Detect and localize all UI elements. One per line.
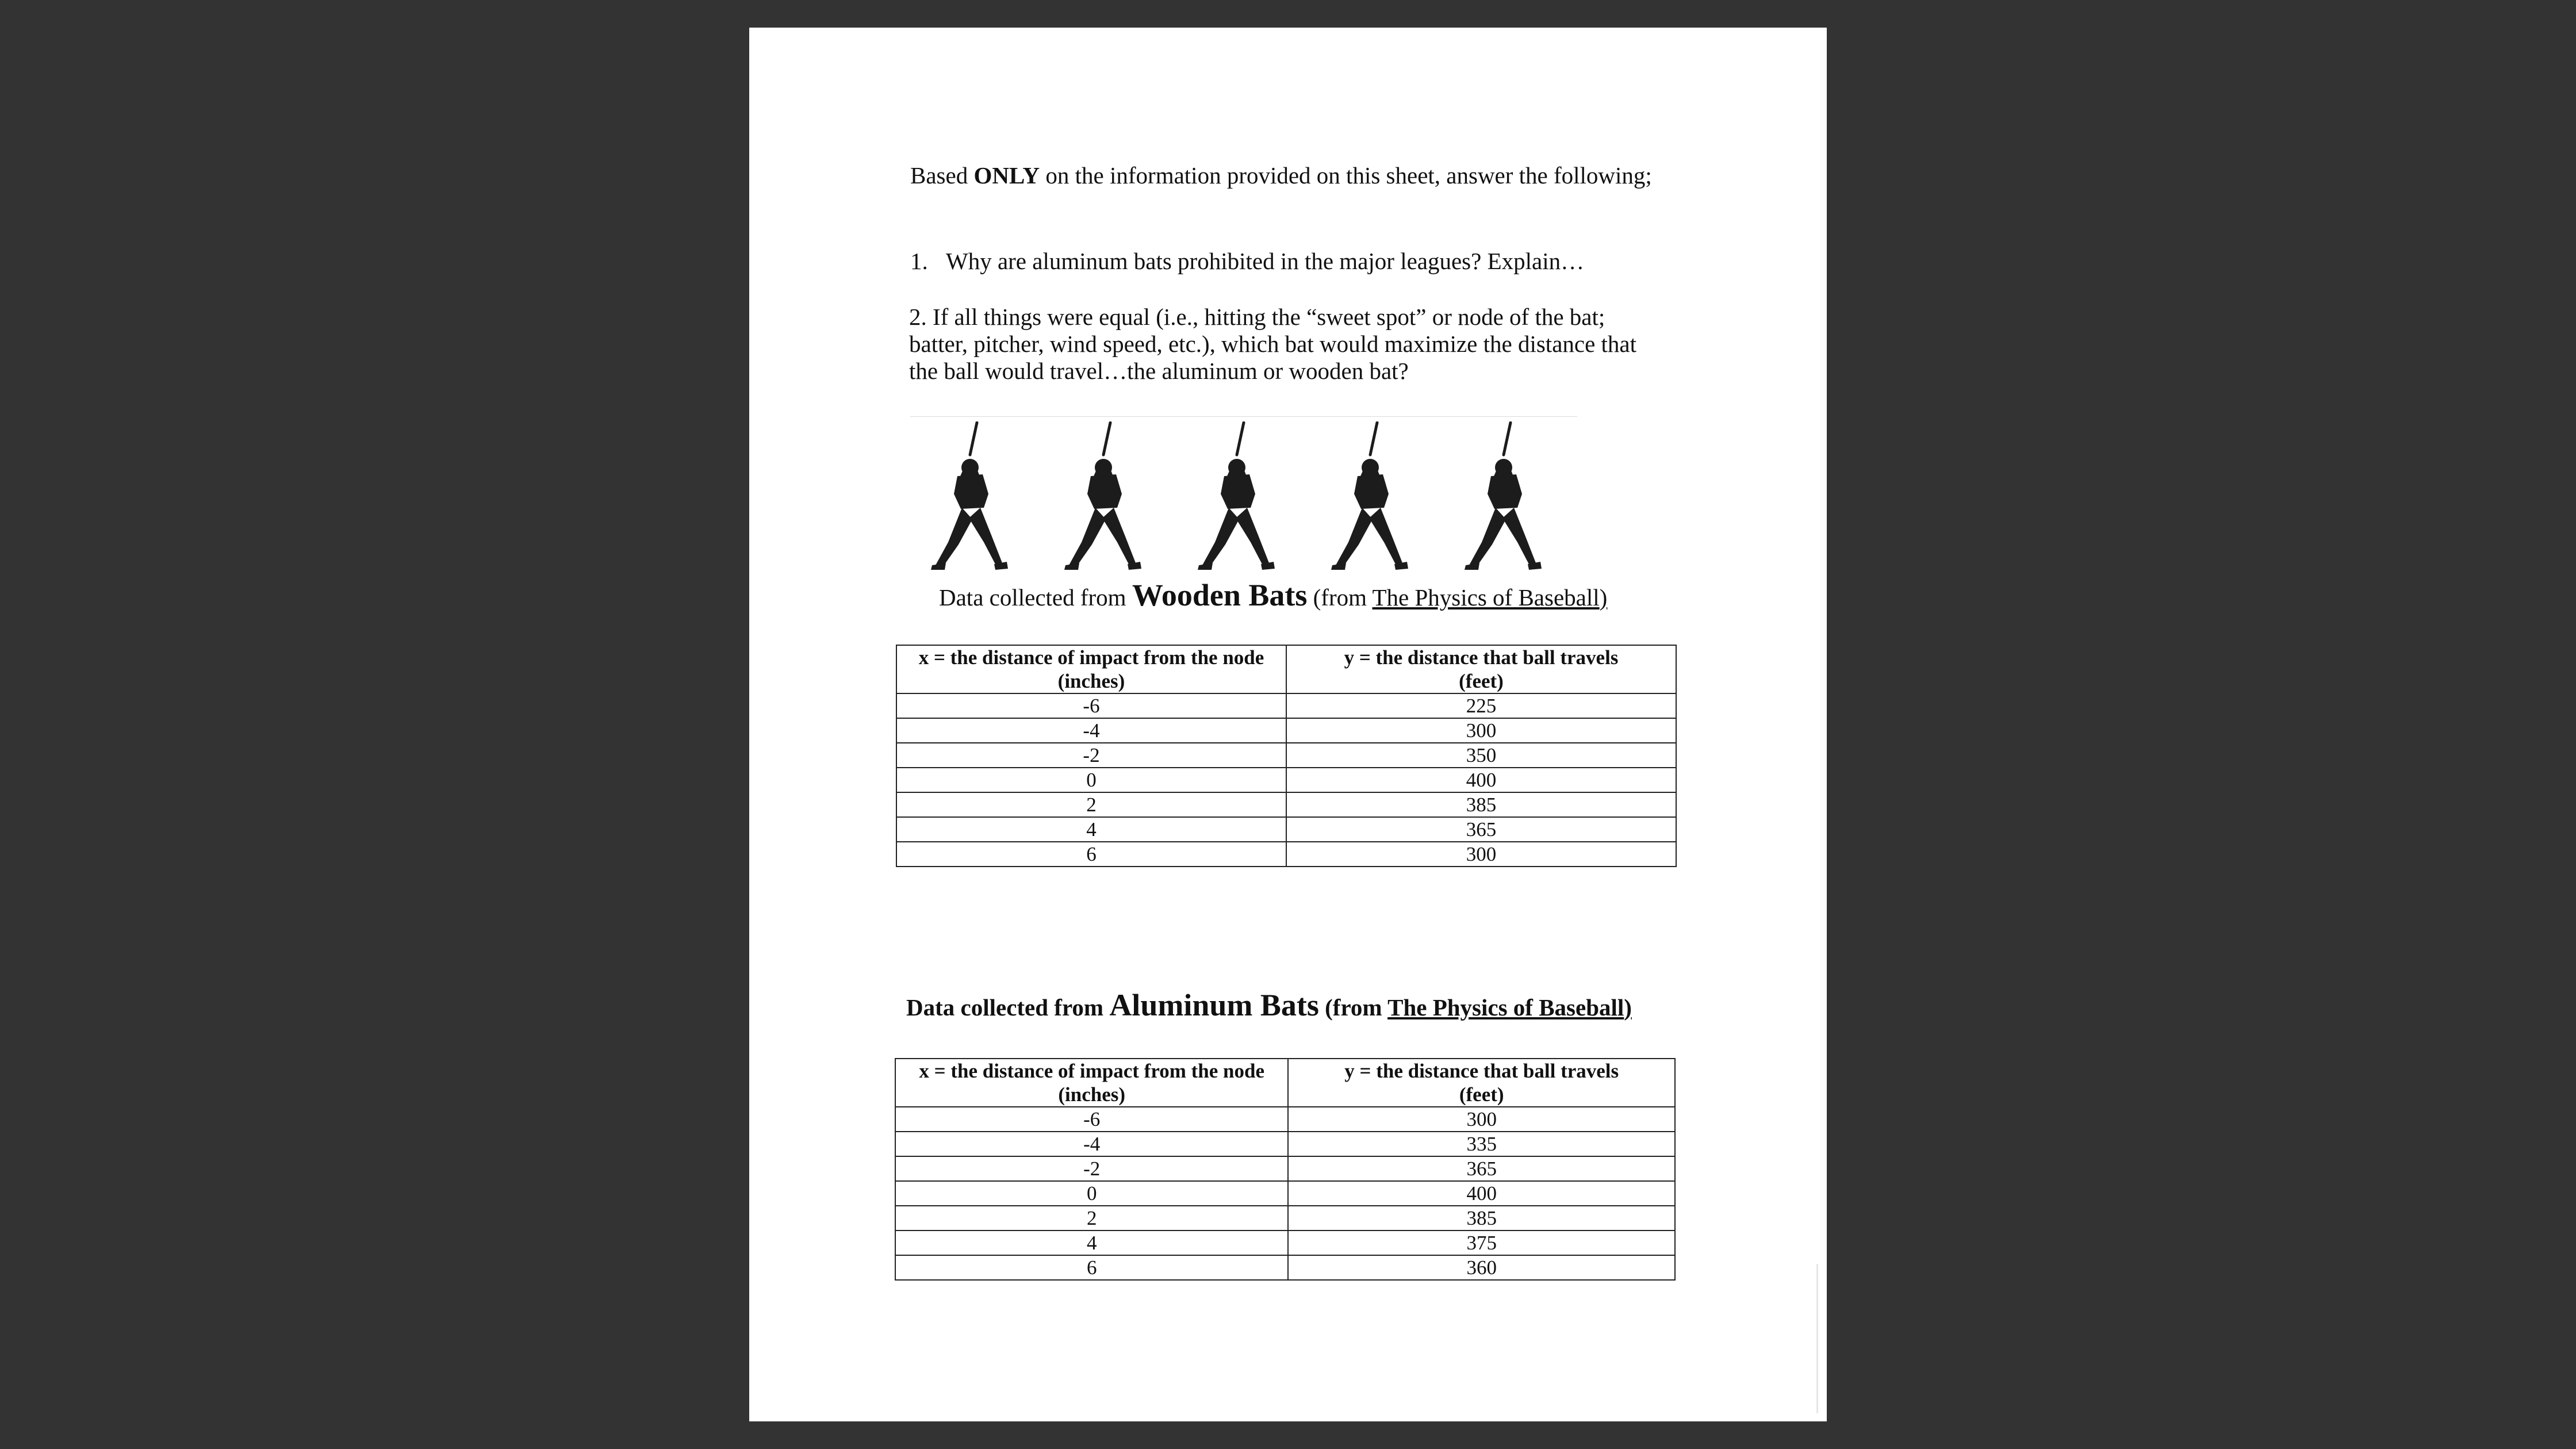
table-row (896, 792, 1676, 817)
x-header-line2: (inches) (1058, 1083, 1126, 1106)
worksheet-page (749, 28, 1827, 1421)
table-row (895, 1230, 1675, 1255)
wooden-bats-caption (939, 578, 1608, 612)
y-header-line2: (feet) (1459, 670, 1504, 692)
x-value-cell: 2 (895, 1206, 1288, 1230)
caption-source: The Physics of Baseball (1372, 584, 1600, 611)
x-value-cell: -2 (895, 1156, 1288, 1181)
question-1-number: 1. (910, 248, 928, 274)
instructions-suffix: on the information provided on this sheet, answer the following; (1040, 162, 1652, 189)
x-header-line2: (inches) (1057, 670, 1125, 692)
divider-line (910, 416, 1577, 417)
aluminum-bats-caption (906, 988, 1632, 1022)
y-value-cell: 400 (1286, 768, 1676, 792)
x-value-cell: 4 (895, 1230, 1288, 1255)
y-header-line1: y = the distance that ball travels (1344, 1060, 1619, 1082)
aluminum-bats-table (895, 1058, 1676, 1281)
y-value-cell: 360 (1288, 1255, 1675, 1280)
caption-close: ) (1624, 994, 1632, 1021)
wooden-bats-table (896, 645, 1677, 867)
y-value-cell: 350 (1286, 743, 1676, 768)
caption-close: ) (1599, 584, 1608, 611)
x-column-header (895, 1059, 1288, 1107)
x-value-cell: 4 (896, 817, 1286, 842)
y-value-cell: 375 (1288, 1230, 1675, 1255)
y-value-cell: 225 (1286, 693, 1676, 718)
table-row (895, 1156, 1675, 1181)
x-value-cell: -6 (895, 1107, 1288, 1132)
instructions-prefix: Based (910, 162, 974, 189)
x-value-cell: 6 (896, 842, 1286, 867)
y-header-line1: y = the distance that ball travels (1344, 646, 1619, 669)
y-value-cell: 365 (1286, 817, 1676, 842)
x-value-cell: 6 (895, 1255, 1288, 1280)
table-row (895, 1255, 1675, 1280)
table-header-row (896, 645, 1676, 693)
baseball-batter-silhouette-icon (1195, 421, 1276, 577)
caption-from: (from (1318, 994, 1388, 1021)
table-row (896, 768, 1676, 792)
y-header-line2: (feet) (1459, 1083, 1504, 1106)
x-header-line1: x = the distance of impact from the node (918, 646, 1264, 669)
table-row (895, 1132, 1675, 1156)
caption-material: Aluminum Bats (1109, 988, 1319, 1022)
question-2: 2. If all things were equal (i.e., hitting the “sweet spot” or node of the bat; batter, pitcher, wind speed, etc.), which bat would maximize the distance that the ball would travel…the aluminum or wooden bat? (909, 304, 1637, 384)
table-row (896, 817, 1676, 842)
y-value-cell: 335 (1288, 1132, 1675, 1156)
table-row (895, 1181, 1675, 1206)
x-value-cell: 2 (896, 792, 1286, 817)
table-row (896, 743, 1676, 768)
x-value-cell: -4 (896, 718, 1286, 743)
x-value-cell: 0 (895, 1181, 1288, 1206)
y-value-cell: 385 (1286, 792, 1676, 817)
caption-material: Wooden Bats (1132, 578, 1308, 612)
scan-edge-mark (1816, 1264, 1818, 1413)
y-column-header (1286, 645, 1676, 693)
question-1-text: Why are aluminum bats prohibited in the major leagues? Explain… (946, 248, 1585, 274)
y-column-header (1288, 1059, 1675, 1107)
caption-prefix: Data collected from (906, 994, 1110, 1021)
table-header-row (895, 1059, 1675, 1107)
y-value-cell: 385 (1288, 1206, 1675, 1230)
y-value-cell: 300 (1286, 718, 1676, 743)
table-row (896, 842, 1676, 867)
table-row (896, 693, 1676, 718)
instructions-text (910, 162, 1658, 189)
caption-prefix: Data collected from (939, 584, 1132, 611)
x-value-cell: -6 (896, 693, 1286, 718)
instructions-emphasis: ONLY (973, 162, 1040, 189)
y-value-cell: 300 (1288, 1107, 1675, 1132)
table-row (895, 1107, 1675, 1132)
question-1 (910, 248, 1715, 275)
x-value-cell: 0 (896, 768, 1286, 792)
baseball-batter-silhouette-icon (1062, 421, 1143, 577)
x-value-cell: -2 (896, 743, 1286, 768)
table-row (895, 1206, 1675, 1230)
caption-source: The Physics of Baseball (1387, 994, 1624, 1021)
y-value-cell: 300 (1286, 842, 1676, 867)
x-header-line1: x = the distance of impact from the node (919, 1060, 1265, 1082)
baseball-batter-silhouette-icon (929, 421, 1009, 577)
baseball-batter-silhouette-icon (1329, 421, 1409, 577)
x-column-header (896, 645, 1286, 693)
x-value-cell: -4 (895, 1132, 1288, 1156)
y-value-cell: 400 (1288, 1181, 1675, 1206)
table-row (896, 718, 1676, 743)
baseball-batter-silhouette-icon (1462, 421, 1543, 577)
y-value-cell: 365 (1288, 1156, 1675, 1181)
caption-from: (from (1307, 584, 1373, 611)
